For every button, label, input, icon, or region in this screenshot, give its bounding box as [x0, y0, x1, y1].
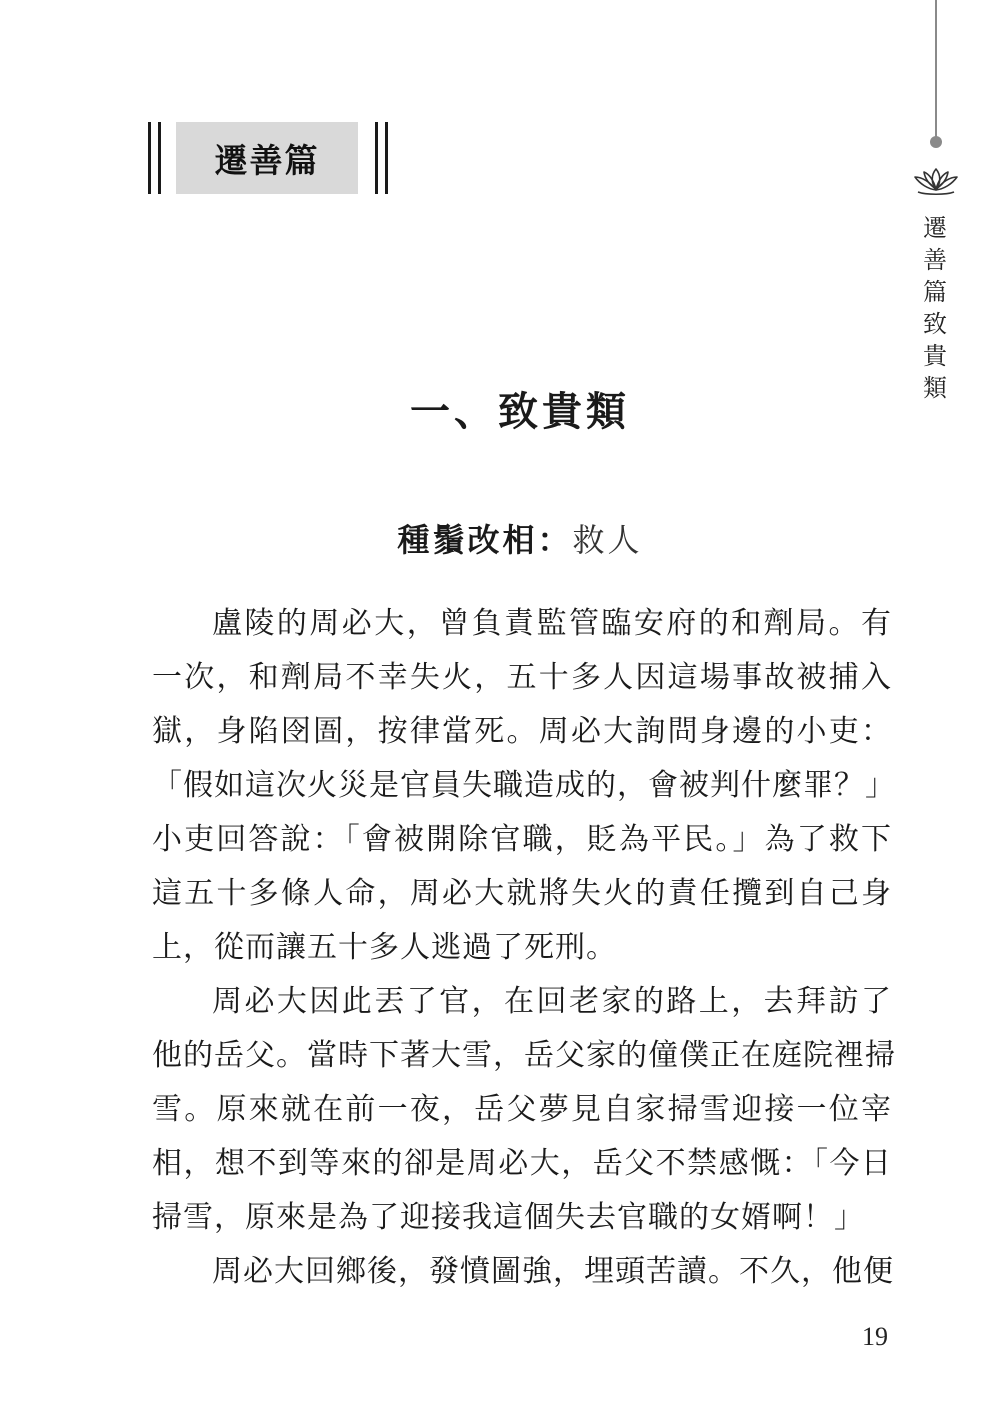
side-chapter-label: 遷善篇	[923, 214, 947, 306]
body-line: 一次，和劑局不幸失火，五十多人因這場事故被捕入	[152, 660, 892, 695]
body-line: 他的岳父。當時下著大雪，岳父家的僮僕正在庭院裡掃	[152, 1038, 896, 1073]
body-line: 相，想不到等來的卻是周必大，岳父不禁感慨：「今日	[152, 1146, 892, 1181]
side-section-label: 致貴類	[923, 310, 947, 402]
body-line: 盧陵的周必大，曾負責監管臨安府的和劑局。有	[212, 606, 892, 641]
tab-left-bar-outer	[148, 122, 151, 194]
story-title-main: 種鬚改相：	[397, 521, 573, 559]
body-line: 上，從而讓五十多人逃過了死刑。	[152, 930, 617, 965]
tab-left-bar-inner	[158, 122, 161, 194]
body-line: 周必大因此丟了官，在回老家的路上，去拜訪了	[212, 984, 892, 1019]
story-title	[0, 515, 1000, 561]
body-line: 「假如這次火災是官員失職造成的，會被判什麼罪？」	[152, 768, 896, 803]
lotus-icon	[910, 165, 962, 197]
body-line: 雪。原來就在前一夜，岳父夢見自家掃雪迎接一位宰	[152, 1092, 892, 1127]
chapter-tab	[148, 122, 388, 194]
tab-right-bar-outer	[385, 122, 388, 194]
story-title-tag: 救人	[572, 521, 643, 559]
tab-right-bar-inner	[375, 122, 378, 194]
section-title: 一、致貴類	[410, 388, 630, 435]
side-divider-dot	[930, 136, 942, 148]
body-line: 掃雪，原來是為了迎接我這個失去官職的女婿啊！」	[152, 1200, 865, 1235]
chapter-tab-label: 遷善篇	[176, 122, 358, 194]
side-divider-line	[935, 0, 937, 138]
page-number: 19	[862, 1322, 888, 1351]
body-line: 獄，身陷囹圄，按律當死。周必大詢問身邊的小吏：	[152, 714, 892, 749]
body-text	[152, 597, 896, 1299]
body-line: 小吏回答說：「會被開除官職，貶為平民。」為了救下	[152, 822, 892, 857]
body-line: 這五十多條人命，周必大就將失火的責任攬到自己身	[152, 876, 892, 911]
body-line: 周必大回鄉後，發憤圖強，埋頭苦讀。不久，他便	[212, 1254, 894, 1289]
